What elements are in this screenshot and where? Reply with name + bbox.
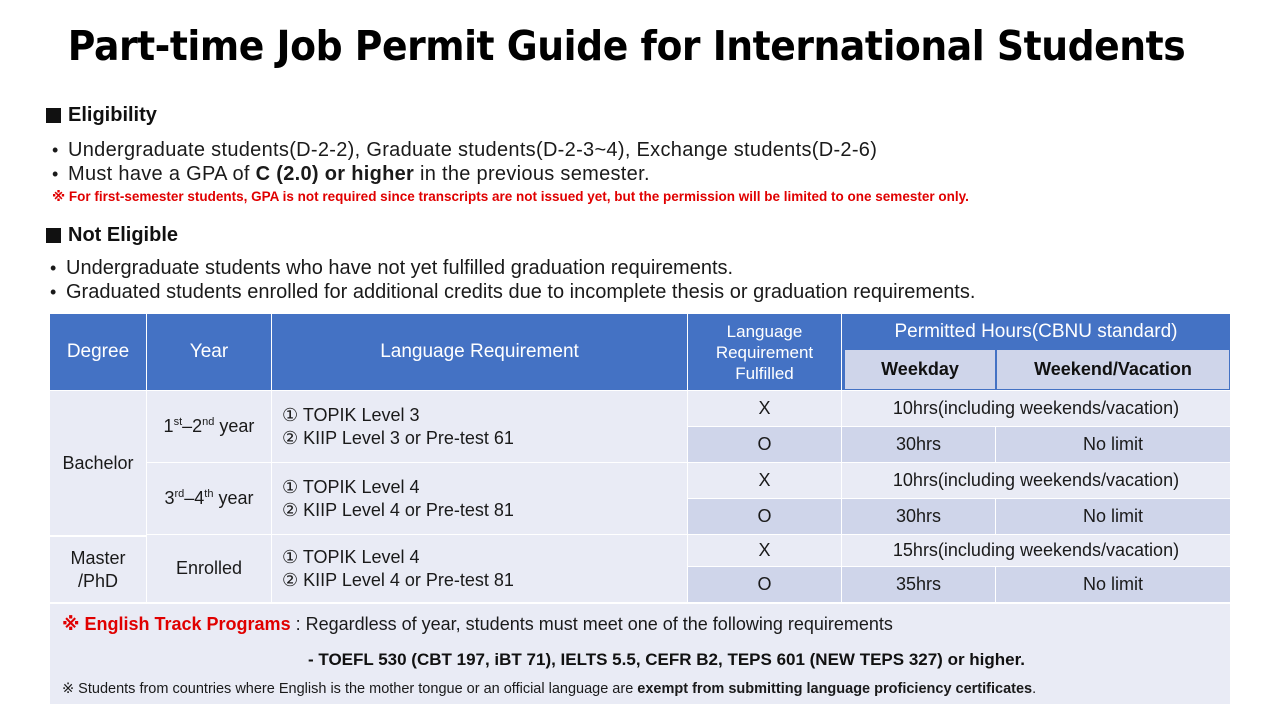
header-language-requirement: Language Requirement <box>272 314 688 390</box>
eligibility-list <box>52 138 877 186</box>
year-enrolled: Enrolled <box>147 535 272 602</box>
year-3-4: 3rd–4th year <box>147 463 272 535</box>
list-item: • Undergraduate students who have not yet fulfilled graduation requirements. <box>50 257 734 279</box>
weekday-cell: 30hrs <box>842 499 996 535</box>
english-test-requirements: - TOEFL 530 (CBT 197, iBT 71), IELTS 5.5, CEFR B2, TEPS 601 (NEW TEPS 327) or higher. <box>308 650 1026 669</box>
fulfilled-cell: X <box>688 535 842 567</box>
square-bullet-icon <box>46 108 61 123</box>
header-degree: Degree <box>50 314 147 390</box>
eligibility-heading: Eligibility <box>46 104 157 127</box>
requirement-cell: ① TOPIK Level 3 ② KIIP Level 3 or Pre-test 61 <box>272 391 688 463</box>
header-fulfilled: Language Requirement Fulfilled <box>688 314 842 390</box>
page-title: Part-time Job Permit Guide for International Students <box>67 22 1186 70</box>
fulfilled-cell: O <box>688 427 842 463</box>
hours-cell: 15hrs(including weekends/vacation) <box>842 535 1230 567</box>
degree-master-phd: Master /PhD <box>50 536 147 602</box>
fulfilled-cell: O <box>688 499 842 535</box>
list-item: • Undergraduate students(D-2-2), Graduate students(D-2-3~4), Exchange students(D-2-6) <box>52 139 878 161</box>
square-bullet-icon <box>46 228 61 243</box>
header-permitted-hours: Permitted Hours(CBNU standard) <box>842 314 1230 349</box>
first-semester-note: ※ For first-semester students, GPA is not required since transcripts are not issued yet, but the permission will be limited to one semester only. <box>52 189 969 204</box>
requirement-cell: ① TOPIK Level 4 ② KIIP Level 4 or Pre-test 81 <box>272 463 688 535</box>
not-eligible-list <box>50 256 975 304</box>
list-item: • Must have a GPA of C (2.0) or higher in the previous semester. <box>52 163 650 185</box>
english-track-note <box>50 604 1230 704</box>
requirement-cell: ① TOPIK Level 4 ② KIIP Level 4 or Pre-test 81 <box>272 535 688 602</box>
hours-cell: 10hrs(including weekends/vacation) <box>842 391 1230 427</box>
native-speaker-exemption: ※ Students from countries where English is the mother tongue or an official language are exempt from submitting language proficiency certificates. <box>62 681 1037 697</box>
header-weekend: Weekend/Vacation <box>997 350 1229 389</box>
header-weekday: Weekday <box>845 350 995 389</box>
year-1-2: 1st–2nd year <box>147 391 272 463</box>
fulfilled-cell: X <box>688 391 842 427</box>
weekday-cell: 35hrs <box>842 567 996 602</box>
not-eligible-heading: Not Eligible <box>46 224 178 247</box>
hours-cell: 10hrs(including weekends/vacation) <box>842 463 1230 499</box>
weekend-cell: No limit <box>996 499 1230 535</box>
degree-bachelor: Bachelor <box>50 391 147 535</box>
list-item: • Graduated students enrolled for additional credits due to incomplete thesis or graduation requirements. <box>50 281 976 303</box>
weekday-cell: 30hrs <box>842 427 996 463</box>
header-year: Year <box>147 314 272 390</box>
fulfilled-cell: O <box>688 567 842 602</box>
weekend-cell: No limit <box>996 567 1230 602</box>
fulfilled-cell: X <box>688 463 842 499</box>
weekend-cell: No limit <box>996 427 1230 463</box>
english-track-line: ※ English Track Programs : Regardless of year, students must meet one of the following requirements <box>62 614 893 634</box>
